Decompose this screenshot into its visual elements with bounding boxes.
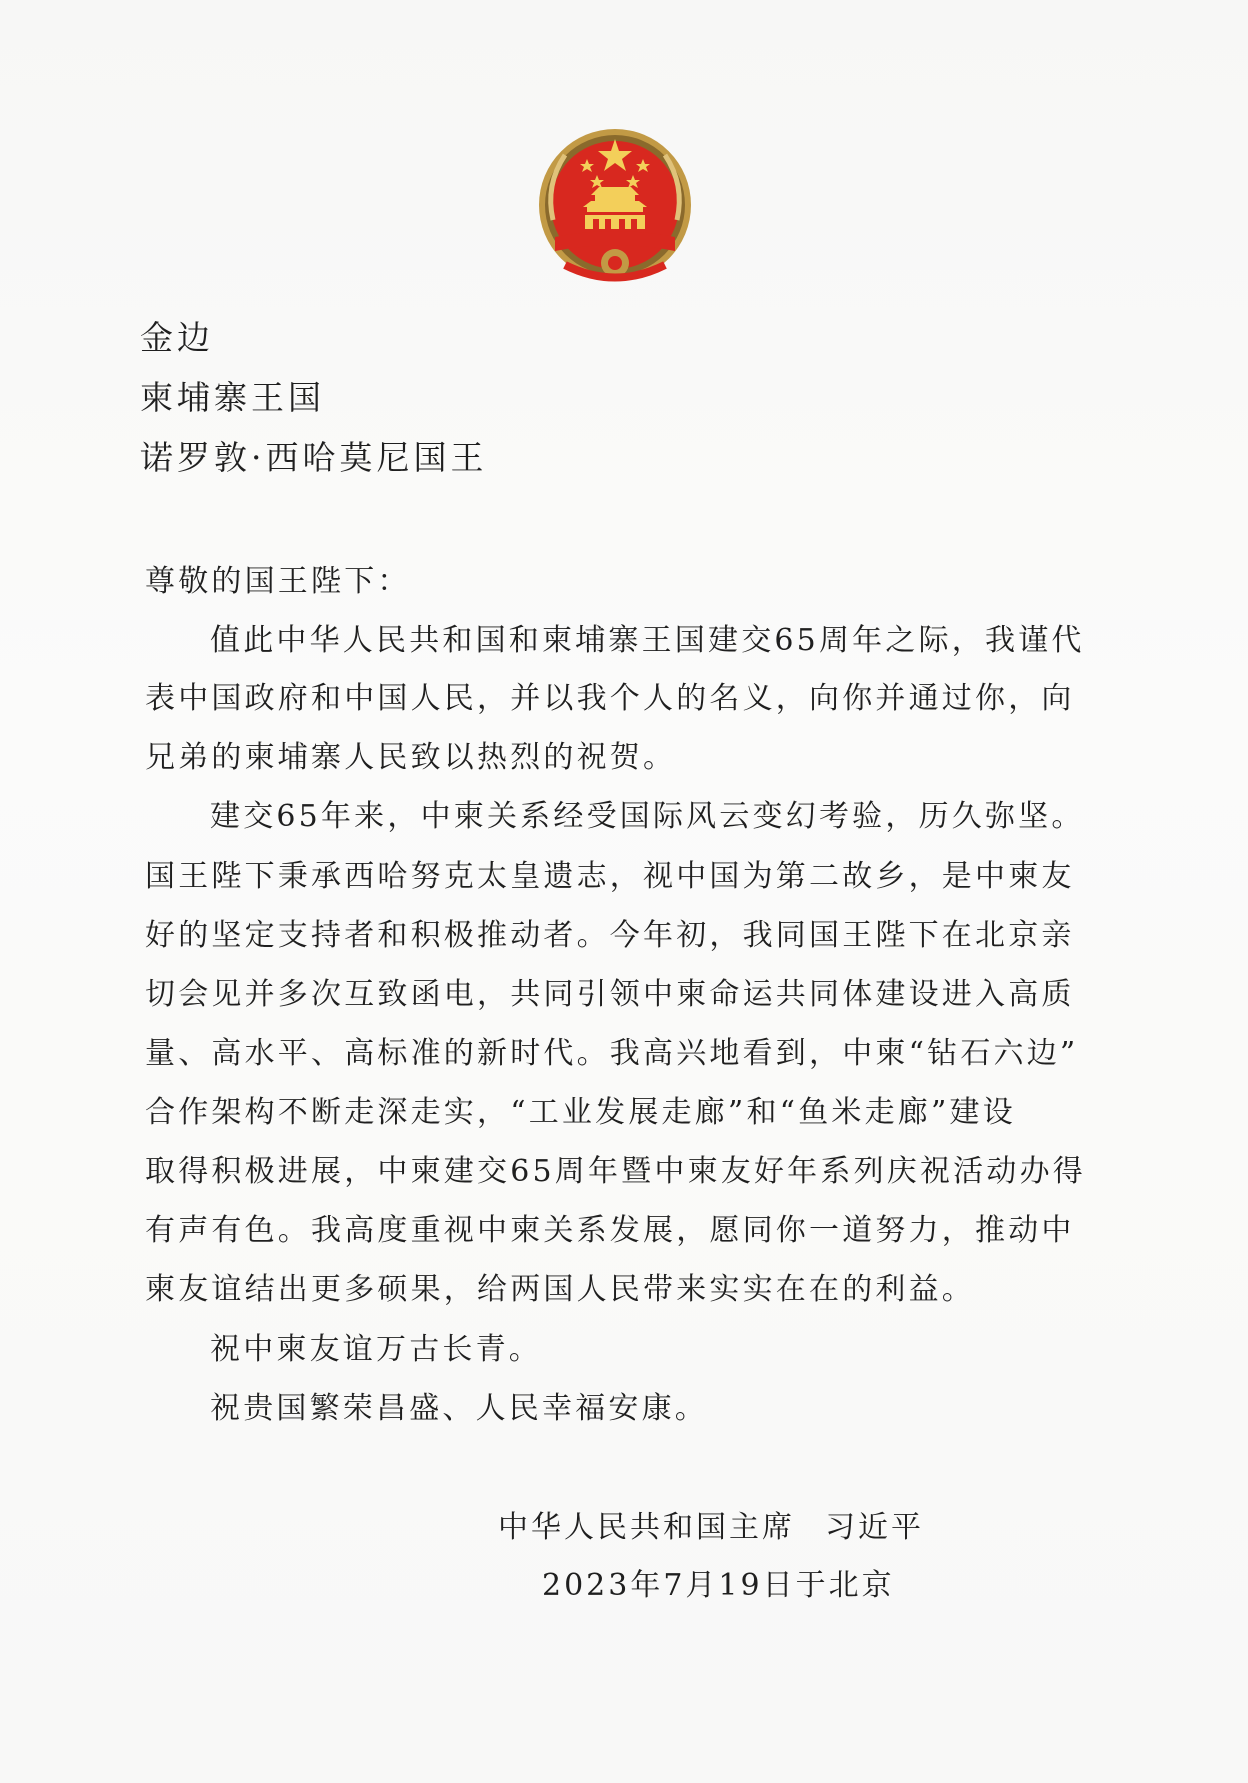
closing-line: 祝贵国繁荣昌盛、人民幸福安康。 bbox=[210, 1391, 708, 1426]
signature-name: 习近平 bbox=[825, 1510, 924, 1545]
body-line: 国王陛下秉承西哈努克太皇遗志，视中国为第二故乡，是中柬友 bbox=[145, 859, 1075, 894]
addressee-city: 金边 bbox=[140, 318, 214, 357]
body-line: 切会见并多次互致函电，共同引领中柬命运共同体建设进入高质 bbox=[145, 977, 1075, 1012]
body-line: 建交65年来，中柬关系经受国际风云变幻考验，历久弥坚。 bbox=[210, 799, 1085, 834]
addressee-name: 诺罗敦·西哈莫尼国王 bbox=[140, 438, 488, 477]
closing-line: 祝中柬友谊万古长青。 bbox=[210, 1332, 542, 1367]
body-line: 表中国政府和中国人民，并以我个人的名义，向你并通过你，向 bbox=[145, 681, 1075, 716]
body-line: 有声有色。我高度重视中柬关系发展，愿同你一道努力，推动中 bbox=[145, 1213, 1075, 1248]
salutation: 尊敬的国王陛下： bbox=[145, 564, 411, 599]
body-line: 好的坚定支持者和积极推动者。今年初，我同国王陛下在北京亲 bbox=[145, 918, 1075, 953]
signature-title: 中华人民共和国主席 bbox=[498, 1510, 795, 1545]
body-line: 兄弟的柬埔寨人民致以热烈的祝贺。 bbox=[145, 740, 677, 775]
body-line: 合作架构不断走深走实，“工业发展走廊”和“鱼米走廊”建设 bbox=[145, 1095, 1016, 1130]
national-emblem-icon bbox=[535, 125, 695, 290]
signature-date: 2023年7月19日于北京 bbox=[542, 1568, 895, 1603]
body-line: 取得积极进展，中柬建交65周年暨中柬友好年系列庆祝活动办得 bbox=[145, 1154, 1086, 1189]
body-line: 量、高水平、高标准的新时代。我高兴地看到，中柬“钻石六边” bbox=[145, 1036, 1079, 1071]
body-line: 柬友谊结出更多硕果，给两国人民带来实实在在的利益。 bbox=[145, 1272, 975, 1307]
addressee-country: 柬埔寨王国 bbox=[140, 378, 325, 417]
body-line: 值此中华人民共和国和柬埔寨王国建交65周年之际，我谨代 bbox=[210, 623, 1085, 658]
